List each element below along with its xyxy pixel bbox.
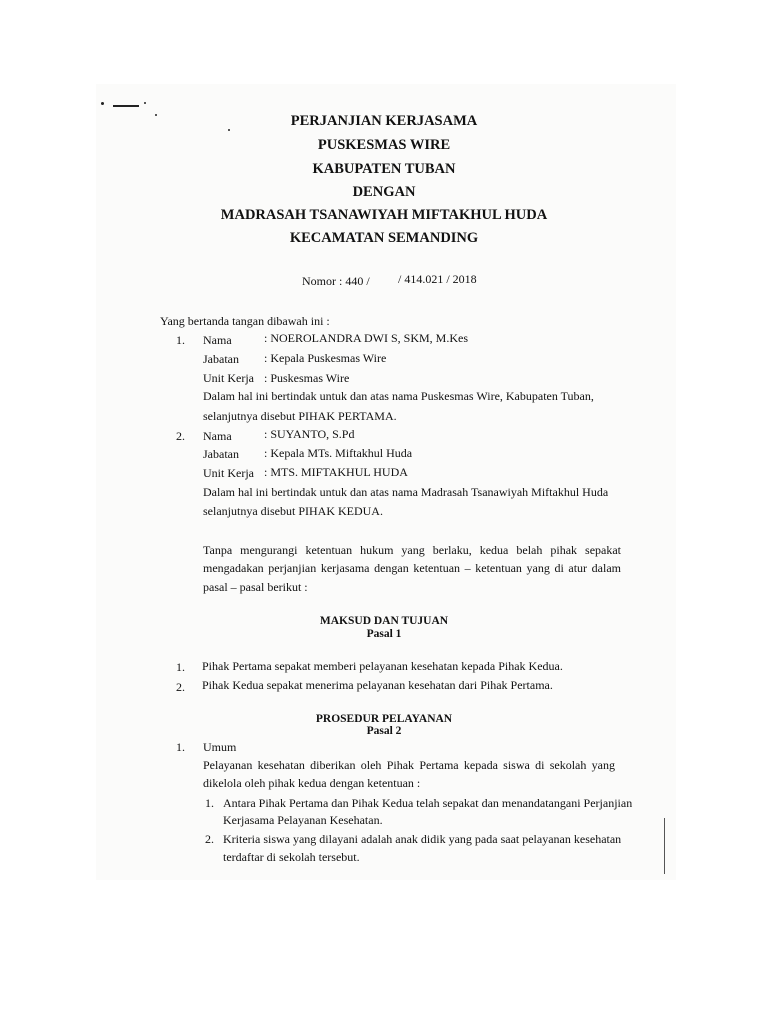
scan-dot <box>144 102 146 104</box>
scan-dot <box>101 102 104 105</box>
section2-sub2-line1: Kriteria siswa yang dilayani adalah anak didik yang pada saat pelayanan kesehatan <box>223 832 622 846</box>
doc-title-line-5: MADRASAH TSANAWIYAH MIFTAKHUL HUDA <box>220 207 548 223</box>
party2-number: 2. <box>176 429 185 443</box>
party1-number: 1. <box>176 333 185 347</box>
doc-title-line-4: DENGAN <box>352 184 416 200</box>
party1-nama-value: : NOEROLANDRA DWI S, SKM, M.Kes <box>264 331 469 345</box>
nomor-label: Nomor : 440 / <box>302 274 370 288</box>
preamble-line-3: pasal – pasal berikut : <box>203 580 308 594</box>
party1-jabatan-label: Jabatan <box>203 352 239 366</box>
party2-nama-label: Nama <box>203 429 232 443</box>
section2-pasal: Pasal 2 <box>366 725 402 737</box>
doc-title-line-1: PERJANJIAN KERJASAMA <box>290 113 478 129</box>
section1-item2-text: Pihak Kedua sepakat menerima pelayanan kesehatan dari Pihak Pertama. <box>202 678 553 692</box>
section2-item-number: 1. <box>176 740 185 754</box>
scan-edge-line <box>664 818 665 874</box>
section2-sub2-line2: terdaftar di sekolah tersebut. <box>223 850 360 864</box>
party2-unit-label: Unit Kerja <box>203 466 254 480</box>
preamble-line-2: mengadakan perjanjian kerjasama dengan ketentuan – ketentuan yang di atur dalam <box>203 561 621 575</box>
doc-title-line-6: KECAMATAN SEMANDING <box>289 230 479 246</box>
party1-unit-label: Unit Kerja <box>203 371 254 385</box>
section2-sub1-line2: Kerjasama Pelayanan Kesehatan. <box>223 813 383 827</box>
section2-sub2-number: 2. <box>205 832 214 846</box>
section2-sub1-line1: Antara Pihak Pertama dan Pihak Kedua telah sepakat dan menandatangani Perjanjian <box>223 796 633 810</box>
party1-act-line2: selanjutnya disebut PIHAK PERTAMA. <box>203 409 397 423</box>
party2-act-line1: Dalam hal ini bertindak untuk dan atas nama Madrasah Tsanawiyah Miftakhul Huda <box>203 485 609 499</box>
party1-unit-value: : Puskesmas Wire <box>264 371 350 385</box>
section2-para-line2: dikelola oleh pihak kedua dengan ketentuan : <box>203 776 421 790</box>
party1-jabatan-value: : Kepala Puskesmas Wire <box>264 351 387 365</box>
party2-jabatan-value: : Kepala MTs. Miftakhul Huda <box>264 446 413 460</box>
doc-title-line-3: KABUPATEN TUBAN <box>312 161 456 177</box>
section1-heading: MAKSUD DAN TUJUAN <box>319 615 449 627</box>
section1-item1-text: Pihak Pertama sepakat memberi pelayanan kesehatan kepada Pihak Kedua. <box>202 659 563 673</box>
party2-unit-value: : MTS. MIFTAKHUL HUDA <box>264 465 408 479</box>
section2-item-title: Umum <box>203 740 237 754</box>
section1-pasal: Pasal 1 <box>366 628 402 640</box>
section1-item1-number: 1. <box>176 660 185 674</box>
scan-mark <box>113 105 139 107</box>
party2-act-line2: selanjutnya disebut PIHAK KEDUA. <box>203 504 383 518</box>
doc-title-line-2: PUSKESMAS WIRE <box>317 137 451 153</box>
nomor-rest: / 414.021 / 2018 <box>398 272 477 286</box>
preamble-line-1: Tanpa mengurangi ketentuan hukum yang berlaku, kedua belah pihak sepakat <box>203 543 621 557</box>
intro-text: Yang bertanda tangan dibawah ini : <box>160 314 330 328</box>
section1-item2-number: 2. <box>176 680 185 694</box>
section2-heading: PROSEDUR PELAYANAN <box>315 713 453 725</box>
section2-para-line1: Pelayanan kesehatan diberikan oleh Pihak Pertama kepada siswa di sekolah yang <box>203 758 615 772</box>
party2-nama-value: : SUYANTO, S.Pd <box>264 427 355 441</box>
party1-nama-label: Nama <box>203 333 232 347</box>
section2-sub1-number: 1. <box>205 796 214 810</box>
party2-jabatan-label: Jabatan <box>203 447 239 461</box>
party1-act-line1: Dalam hal ini bertindak untuk dan atas nama Puskesmas Wire, Kabupaten Tuban, <box>203 389 594 403</box>
